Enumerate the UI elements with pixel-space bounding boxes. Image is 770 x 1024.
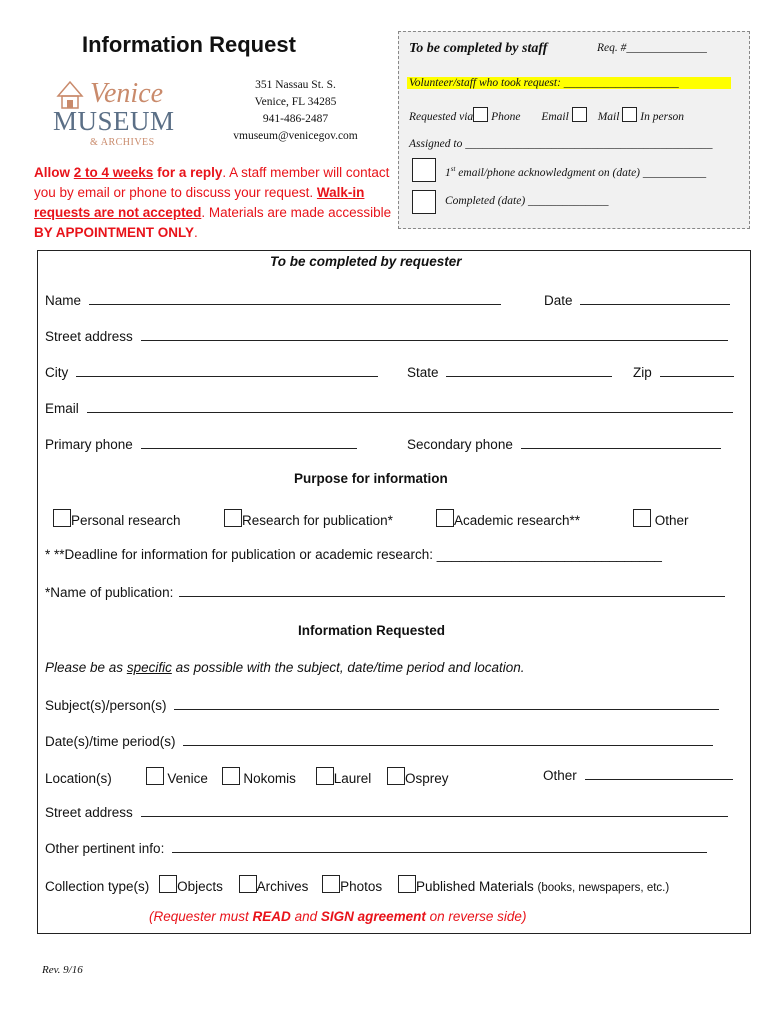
locations-label: Location(s) [45,771,112,786]
personal-research-checkbox[interactable] [53,509,71,527]
archives-label: Archives [256,879,309,894]
date-label: Date [544,293,573,308]
notice-allow: Allow [34,165,70,180]
email-row [45,400,733,416]
instruction-post: as possible with the subject, date/time period and location. [171,660,525,675]
pertinent-row [45,840,707,856]
ack-superscript: st [450,165,456,173]
secondary-phone-field[interactable] [521,436,721,449]
volunteer-field[interactable]: Volunteer/staff who took request: ____________________ [407,77,731,89]
requester-section [37,250,751,934]
phone-checkbox[interactable] [473,107,488,122]
address-phone: 941-486-2487 [262,113,329,125]
staff-section [398,31,750,229]
subject-row [45,697,719,713]
request-number [597,42,707,54]
zip-row [633,364,734,380]
email-label: Email [45,401,79,416]
city-field[interactable] [76,364,378,377]
location-street-row [45,804,728,820]
secondary-phone-label: Secondary phone [407,437,513,452]
agreement-sign: SIGN agreement [320,909,426,924]
other-purpose-label: Other [654,513,689,528]
locations-row [45,767,449,786]
dates-row [45,733,713,749]
requester-heading: To be completed by requester [270,254,462,269]
notice-weeks: 2 to 4 weeks [73,165,154,180]
purpose-personal [53,509,181,528]
address-city: Venice, FL 34285 [254,96,337,108]
completed-checkbox[interactable] [412,190,436,214]
publication-field[interactable] [179,584,725,597]
method-phone-label: Phone [491,111,521,123]
archives-checkbox[interactable] [239,875,257,893]
logo-archives-text: & ARCHIVES [90,137,155,148]
ack-number: 1 [445,166,451,179]
notice-text-2: . Materials are made accessible [201,205,392,220]
pertinent-label: Other pertinent info: [45,841,165,856]
primary-phone-label: Primary phone [45,437,133,452]
deadline-field[interactable]: * **Deadline for information for publication or academic research: ______________________________ [45,547,662,562]
published-note: (books, newspapers, etc.) [537,882,670,894]
dates-label: Date(s)/time period(s) [45,734,176,749]
agreement-read: READ [252,909,291,924]
acknowledgment-row [445,165,706,179]
method-mail-label: Mail [597,111,620,123]
notice-text-1: . A staff member will contact you by email or phone to discuss your request. [34,165,390,200]
agreement-post: on reverse side) [425,909,527,924]
personal-research-label: Personal research [71,513,181,528]
subject-label: Subject(s)/person(s) [45,698,167,713]
other-location-row [543,767,733,783]
notice-walkin: Walk-in requests are not accepted [34,185,365,220]
published-label: Published Materials [415,879,534,894]
method-inperson-label: In person [640,111,685,123]
state-label: State [407,365,439,380]
laurel-checkbox[interactable] [316,767,334,785]
zip-field[interactable] [660,364,734,377]
zip-label: Zip [633,365,652,380]
objects-checkbox[interactable] [159,875,177,893]
pertinent-field[interactable] [172,840,707,853]
address-street: 351 Nassau St. S. [255,79,336,91]
street-row [45,328,728,344]
state-field[interactable] [446,364,612,377]
notice-end: . [194,225,198,240]
purpose-heading: Purpose for information [294,471,448,486]
city-row [45,364,378,380]
osprey-label: Osprey [404,771,449,786]
street-label: Street address [45,329,133,344]
venice-checkbox[interactable] [146,767,164,785]
requested-via-row [409,107,684,123]
assigned-to-field[interactable]: Assigned to ___________________________________________ [409,138,713,150]
published-checkbox[interactable] [398,875,416,893]
logo-museum-text: MUSEUM [53,106,175,136]
req-number-field[interactable]: ______________ [626,42,707,54]
museum-logo [52,74,212,152]
other-location-field[interactable] [585,767,733,780]
state-row [407,364,612,380]
name-label: Name [45,293,82,308]
publication-research-checkbox[interactable] [224,509,242,527]
other-location-label: Other [543,768,577,783]
publication-research-label: Research for publication* [242,513,393,528]
staff-heading: To be completed by staff [409,41,548,56]
purpose-other [633,509,689,528]
date-field[interactable] [580,292,730,305]
email-field[interactable] [87,400,733,413]
logo-venice-text: Venice [90,78,164,109]
publication-label: *Name of publication: [45,585,174,600]
venice-label: Venice [167,771,208,786]
primary-phone-field[interactable] [141,436,357,449]
name-field[interactable] [89,292,501,305]
ack-label[interactable]: email/phone acknowledgment on (date) ___________ [458,166,707,179]
agreement-notice [149,909,526,924]
method-email-label: Email [541,111,569,123]
photos-label: Photos [340,879,383,894]
purpose-academic [436,509,580,528]
osprey-checkbox[interactable] [387,767,405,785]
req-label: Req. # [597,42,627,54]
specificity-instruction [45,660,525,675]
publication-row [45,584,725,600]
primary-phone-row [45,436,357,452]
museum-address [228,77,363,145]
revision-label: Rev. 9/16 [42,964,83,976]
acknowledgment-checkbox[interactable] [412,158,436,182]
city-label: City [45,365,69,380]
reply-notice [34,163,394,243]
subject-field[interactable] [174,697,719,710]
nokomis-checkbox[interactable] [222,767,240,785]
agreement-pre: (Requester must [149,909,253,924]
instruction-specific: specific [126,660,172,675]
collection-row [45,875,669,894]
street-field[interactable] [141,328,728,341]
mail-checkbox[interactable] [622,107,637,122]
collection-label: Collection type(s) [45,879,150,894]
instruction-pre: Please be as [45,660,127,675]
address-email: vmuseum@venicegov.com [233,130,358,142]
notice-for-reply: for a reply [157,165,223,180]
academic-research-checkbox[interactable] [436,509,454,527]
other-purpose-checkbox[interactable] [633,509,651,527]
location-street-field[interactable] [141,804,728,817]
objects-label: Objects [177,879,223,894]
requested-via-label: Requested via [409,111,474,123]
name-row [45,292,501,308]
purpose-publication [224,509,393,528]
academic-research-label: Academic research** [454,513,581,528]
notice-appointment: BY APPOINTMENT ONLY [34,225,195,240]
page-title: Information Request [82,32,296,57]
photos-checkbox[interactable] [322,875,340,893]
info-heading: Information Requested [298,623,446,638]
location-street-label: Street address [45,805,133,820]
dates-field[interactable] [183,733,713,746]
laurel-label: Laurel [333,771,372,786]
date-row [544,292,730,308]
completed-date-field[interactable]: Completed (date) ______________ [445,195,609,207]
email-checkbox[interactable] [572,107,587,122]
agreement-and: and [290,909,321,924]
nokomis-label: Nokomis [243,771,296,786]
secondary-phone-row [407,436,721,452]
